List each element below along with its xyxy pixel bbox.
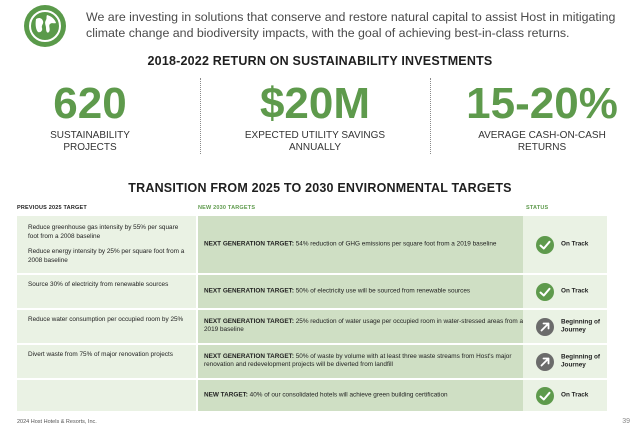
new-target-prefix: NEXT GENERATION TARGET:: [204, 317, 294, 325]
previous-target-text: Source 30% of electricity from renewable sources: [28, 281, 169, 288]
arrow-up-right-icon: [536, 353, 554, 371]
stat-label-line1: EXPECTED UTILITY SAVINGS: [244, 130, 386, 141]
new-target-cell: [198, 216, 543, 273]
new-target-text: [204, 353, 533, 371]
new-target-text: [204, 287, 533, 296]
new-target-text: [204, 240, 533, 249]
arrow-up-right-icon: [536, 318, 554, 336]
table-row: [17, 275, 607, 308]
table-row: [17, 345, 607, 378]
new-target-body: 40% of our consolidated hotels will achieve green building certification: [247, 391, 448, 399]
returns-section-title: 2018-2022 RETURN ON SUSTAINABILITY INVESTMENTS: [147, 54, 493, 68]
new-target-prefix: NEW TARGET:: [204, 391, 248, 399]
page-number: 39: [622, 418, 630, 425]
checkmark-icon: [536, 387, 554, 405]
previous-target-text: Reduce greenhouse gas intensity by 55% per square foot from a 2008 baseline: [28, 224, 179, 240]
stat-projects: [20, 80, 160, 153]
previous-target-text: Reduce water consumption per occupied room by 25%: [28, 316, 184, 323]
checkmark-icon: [536, 236, 554, 254]
status-cell: [523, 310, 607, 343]
previous-target-text: Divert waste from 75% of major renovation projects: [28, 351, 173, 358]
previous-target-cell: [17, 345, 196, 378]
new-target-prefix: NEXT GENERATION TARGET:: [204, 352, 294, 360]
new-target-prefix: NEXT GENERATION TARGET:: [204, 287, 294, 295]
stat-divider: [200, 78, 201, 154]
new-target-body: 50% of waste by volume with at least three waste streams from Host's major renovation and redevelopment projects will be diverted from landfill: [204, 352, 512, 369]
new-target-cell: [198, 380, 543, 411]
status-cell: [523, 380, 607, 411]
header-previous-target: PREVIOUS 2025 TARGET: [17, 205, 87, 211]
footer-copyright: 2024 Host Hotels & Resorts, Inc.: [17, 419, 97, 425]
new-target-text: [204, 391, 533, 400]
previous-target-cell: [17, 380, 196, 411]
stat-label-line2: ANNUALLY: [288, 141, 342, 153]
stat-utility-savings: [220, 80, 410, 153]
previous-target-cell: [17, 216, 196, 273]
previous-target-text: Reduce energy intensity by 25% per square foot from a 2008 baseline: [28, 248, 185, 264]
status-label: On Track: [561, 391, 589, 399]
new-target-prefix: NEXT GENERATION TARGET:: [204, 240, 294, 248]
new-target-cell: [198, 345, 543, 378]
table-row: [17, 310, 607, 343]
table-row: [17, 380, 607, 411]
status-label: On Track: [561, 240, 589, 248]
status-cell: [523, 345, 607, 378]
status-cell: [523, 216, 607, 273]
stat-label-line2: PROJECTS: [63, 141, 117, 153]
new-target-body: 54% reduction of GHG emissions per square foot from a 2019 baseline: [293, 240, 497, 248]
stat-value: $20M: [259, 79, 371, 128]
new-target-body: 50% of electricity use will be sourced from renewable sources: [293, 287, 471, 295]
intro-text: We are investing in solutions that conserve and restore natural capital to assist Host in mitigating climate change and biodiversity impacts, with the goal of achieving best-in-class returns.: [86, 10, 616, 40]
status-label: Beginning of Journey: [561, 352, 601, 369]
new-target-cell: [198, 310, 543, 343]
stat-divider: [430, 78, 431, 154]
status-cell: [523, 275, 607, 308]
table-row: [17, 216, 607, 273]
stat-label-line1: AVERAGE CASH-ON-CASH: [478, 130, 606, 141]
status-label: On Track: [561, 287, 589, 295]
stat-label-line1: SUSTAINABILITY: [50, 130, 130, 141]
stat-label-line2: RETURNS: [517, 141, 567, 153]
previous-target-cell: [17, 275, 196, 308]
new-target-text: [204, 318, 533, 336]
new-target-cell: [198, 275, 543, 308]
header-status: STATUS: [526, 205, 549, 211]
stat-value: 15-20%: [466, 79, 618, 128]
globe-icon: [24, 5, 66, 47]
previous-target-cell: [17, 310, 196, 343]
stat-value: 620: [53, 79, 127, 128]
targets-section-title: TRANSITION FROM 2025 TO 2030 ENVIRONMENTAL TARGETS: [128, 181, 512, 195]
header-new-targets: NEW 2030 TARGETS: [198, 205, 256, 211]
stat-cash-returns: [452, 80, 632, 153]
new-target-body: 25% reduction of water usage per occupied room in water-stressed areas from a 2019 baseline: [204, 317, 524, 334]
status-label: Beginning of Journey: [561, 317, 601, 334]
checkmark-icon: [536, 283, 554, 301]
